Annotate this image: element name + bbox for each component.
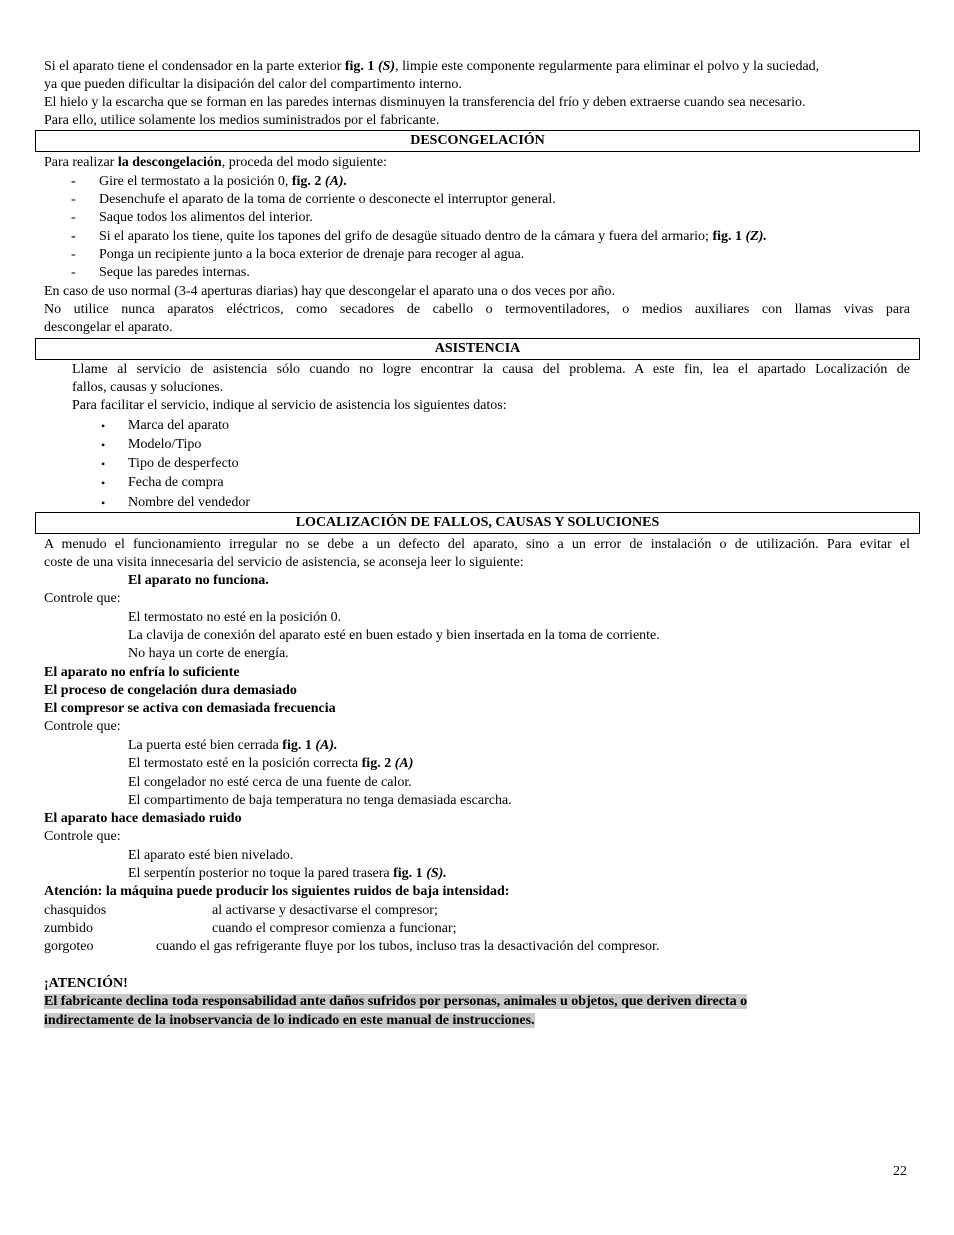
list-dash: - bbox=[71, 174, 76, 189]
bullet: • bbox=[101, 419, 106, 433]
check-label: Controle que: bbox=[44, 829, 121, 844]
part-ref: (Z). bbox=[745, 229, 767, 244]
assistance-item-brand: Marca del aparato bbox=[128, 418, 230, 433]
part-ref: (A). bbox=[315, 738, 338, 753]
assistance-item-date: Fecha de compra bbox=[128, 475, 224, 490]
fig-ref: fig. 1 bbox=[393, 866, 423, 881]
list-dash: - bbox=[71, 210, 76, 225]
text: La puerta esté bien cerrada bbox=[128, 738, 283, 753]
bullet: • bbox=[101, 496, 106, 510]
text: , limpie este componente regularmente para eliminar el polvo y la suciedad, bbox=[395, 59, 820, 74]
list-dash: - bbox=[71, 247, 76, 262]
check-item: No haya un corte de energía. bbox=[128, 646, 289, 661]
fig-ref: fig. 1 bbox=[344, 59, 375, 74]
list-dash: - bbox=[71, 192, 76, 207]
warning-title: ¡ATENCIÓN! bbox=[44, 976, 128, 991]
bullet: • bbox=[101, 438, 106, 452]
defrost-step-6: Seque las paredes internas. bbox=[99, 265, 250, 280]
section-heading-defrost: DESCONGELACIÓN bbox=[35, 130, 920, 152]
check-item: El compartimento de baja temperatura no tenga demasiada escarcha. bbox=[128, 793, 512, 808]
part-ref: (A) bbox=[394, 756, 414, 771]
defrost-note-warning-line1: No utilice nunca aparatos eléctricos, como secadores de cabello o termoventiladores, o medios auxiliares con llamas vivas para bbox=[44, 302, 910, 317]
text: El serpentín posterior no toque la pared trasera bbox=[128, 866, 394, 881]
noise-name: gorgoteo bbox=[44, 939, 94, 954]
faults-intro-line1: A menudo el funcionamiento irregular no se debe a un defecto del aparato, sino a un error de instalación o de utilización. Para evitar el bbox=[44, 537, 910, 552]
assistance-item-seller: Nombre del vendedor bbox=[128, 495, 251, 510]
text: Gire el termostato a la posición 0, bbox=[99, 174, 292, 189]
text: Si el aparato tiene el condensador en la parte exterior bbox=[44, 59, 345, 74]
assistance-paragraph-line2: fallos, causas y soluciones. bbox=[72, 380, 224, 395]
check-item bbox=[128, 865, 447, 883]
check-item: El termostato no esté en la posición 0. bbox=[128, 610, 342, 625]
text-bold: la descongelación bbox=[117, 155, 222, 170]
defrost-note-warning-line2: descongelar el aparato. bbox=[44, 320, 173, 335]
defrost-lead bbox=[44, 154, 387, 172]
assistance-item-model: Modelo/Tipo bbox=[128, 437, 202, 452]
warning-line2 bbox=[44, 1012, 535, 1030]
noise-description: cuando el compresor comienza a funcionar; bbox=[212, 921, 457, 936]
text: , proceda del modo siguiente: bbox=[221, 155, 387, 170]
noise-title: Atención: la máquina puede producir los siguientes ruidos de baja intensidad: bbox=[44, 884, 510, 899]
check-item: El congelador no esté cerca de una fuente de calor. bbox=[128, 775, 412, 790]
faults-intro-line2: coste de una visita innecesaria del servicio de asistencia, se aconseja leer lo siguiente: bbox=[44, 555, 524, 570]
condenser-paragraph-line2: ya que pueden dificultar la disipación del calor del compartimento interno. bbox=[44, 77, 462, 92]
check-item: El aparato esté bien nivelado. bbox=[128, 848, 294, 863]
check-item bbox=[128, 755, 413, 773]
defrost-step-3: Saque todos los alimentos del interior. bbox=[99, 210, 313, 225]
fig-ref: fig. 1 bbox=[712, 229, 743, 244]
list-dash: - bbox=[71, 265, 76, 280]
noise-description: al activarse y desactivarse el compresor; bbox=[212, 903, 438, 918]
noise-name: zumbido bbox=[44, 921, 93, 936]
list-dash: - bbox=[71, 229, 76, 244]
assistance-paragraph-line1: Llame al servicio de asistencia sólo cuando no logre encontrar la causa del problema. A este fin, lea el apartado Localización de bbox=[72, 362, 910, 377]
fig-ref: fig. 2 bbox=[291, 174, 322, 189]
ice-paragraph: El hielo y la escarcha que se forman en las paredes internas disminuyen la transferencia del frío y deben extraerse cuando sea necesario. bbox=[44, 95, 806, 110]
bullet: • bbox=[101, 457, 106, 471]
text: Para realizar bbox=[44, 155, 118, 170]
check-item: La clavija de conexión del aparato esté en buen estado y bien insertada en la toma de corriente. bbox=[128, 628, 660, 643]
fault-title-compressor-frequent: El compresor se activa con demasiada frecuencia bbox=[44, 701, 336, 716]
text: Si el aparato los tiene, quite los tapones del grifo de desagüe situado dentro de la cámara y fuera del armario; bbox=[99, 229, 713, 244]
highlighted-text: El fabricante declina toda responsabilidad ante daños sufridos por personas, animales u objetos, que deriven directa o bbox=[44, 994, 748, 1009]
part-ref: (A). bbox=[324, 174, 348, 189]
fault-title-not-working: El aparato no funciona. bbox=[128, 573, 269, 588]
bullet: • bbox=[101, 476, 106, 490]
highlighted-text: indirectamente de la inobservancia de lo indicado en este manual de instrucciones. bbox=[44, 1013, 535, 1028]
condenser-paragraph-line1 bbox=[44, 58, 819, 76]
fig-ref: fig. 2 bbox=[361, 756, 392, 771]
text: El termostato esté en la posición correcta bbox=[128, 756, 362, 771]
defrost-step-1 bbox=[99, 173, 347, 191]
noise-name: chasquidos bbox=[44, 903, 107, 918]
check-label: Controle que: bbox=[44, 719, 121, 734]
section-heading-faults: LOCALIZACIÓN DE FALLOS, CAUSAS Y SOLUCIONES bbox=[35, 512, 920, 534]
assistance-item-fault: Tipo de desperfecto bbox=[128, 456, 239, 471]
check-label: Controle que: bbox=[44, 591, 121, 606]
warning-line1 bbox=[44, 993, 747, 1011]
part-ref: (S). bbox=[426, 866, 447, 881]
fault-title-freezing-slow: El proceso de congelación dura demasiado bbox=[44, 683, 297, 698]
fault-title-noisy: El aparato hace demasiado ruido bbox=[44, 811, 242, 826]
defrost-step-2: Desenchufe el aparato de la toma de corriente o desconecte el interruptor general. bbox=[99, 192, 556, 207]
assistance-data-lead: Para facilitar el servicio, indique al servicio de asistencia los siguientes datos: bbox=[72, 398, 507, 413]
part-ref: (S) bbox=[377, 59, 396, 74]
defrost-step-5: Ponga un recipiente junto a la boca exterior de drenaje para recoger al agua. bbox=[99, 247, 525, 262]
noise-description: cuando el gas refrigerante fluye por los tubos, incluso tras la desactivación del compresor. bbox=[156, 939, 660, 954]
fault-title-not-cooling: El aparato no enfría lo suficiente bbox=[44, 665, 240, 680]
ice-paragraph-2: Para ello, utilice solamente los medios suministrados por el fabricante. bbox=[44, 113, 440, 128]
section-heading-assistance: ASISTENCIA bbox=[35, 338, 920, 360]
check-item bbox=[128, 737, 338, 755]
defrost-step-4 bbox=[99, 228, 767, 246]
page-number: 22 bbox=[893, 1164, 907, 1179]
fig-ref: fig. 1 bbox=[282, 738, 312, 753]
defrost-note-frequency: En caso de uso normal (3-4 aperturas diarias) hay que descongelar el aparato una o dos veces por año. bbox=[44, 284, 616, 299]
